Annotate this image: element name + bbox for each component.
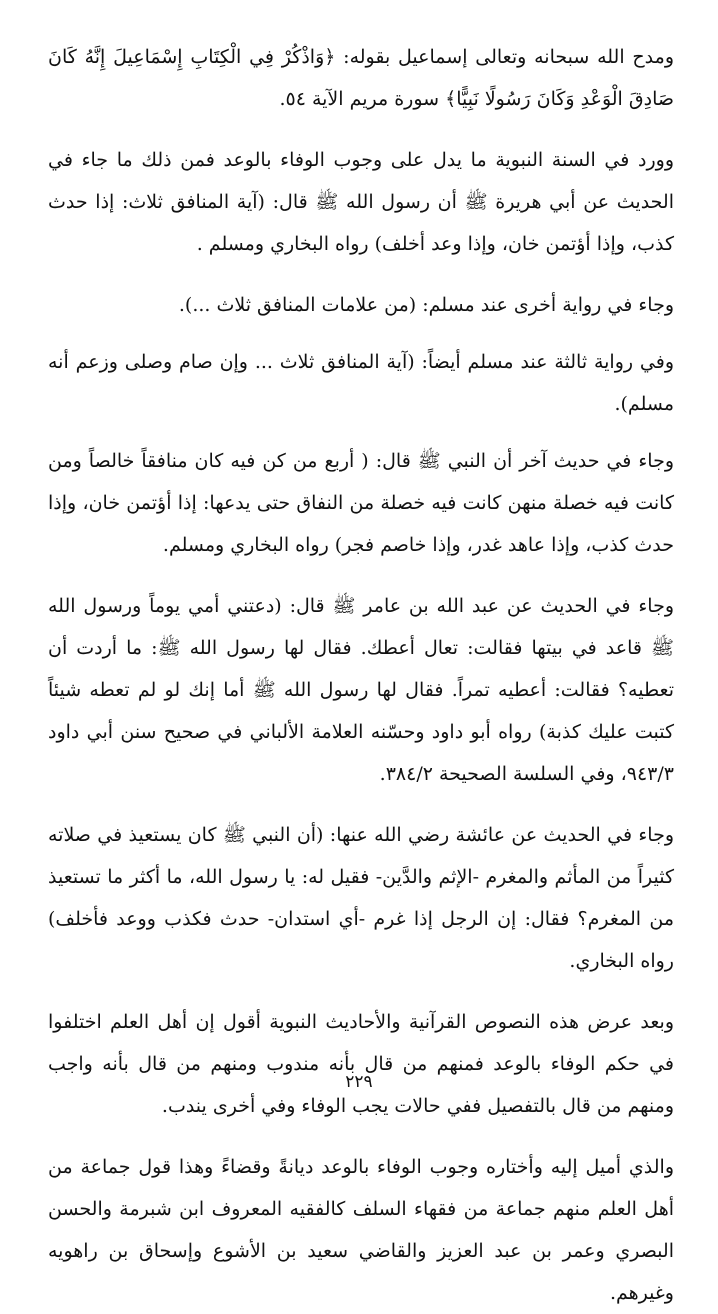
paragraph-abdullah-ibn-amir-hadith: وجاء في الحديث عن عبد الله بن عامر ﷺ قال: (دعتني أمي يوماً ورسول الله ﷺ قاعد في بيتها فقالت: تعال أعطك. فقال لها رسول الله ﷺ: ما أردت أن تعطيه؟ فقالت: أعطيه تمراً. فقال لها رسول الله ﷺ أما إنك لو لم تعطه شيئاً كتبت عليك كذبة) رواه أبو داود وحسّنه العلامة الألباني في صحيح سنن أبي داود ٩٤٣/٣، وفي السلسة الصحيحة ٣٨٤/٢. <box>48 595 674 785</box>
paragraph-scholars-opinions: وبعد عرض هذه النصوص القرآنية والأحاديث النبوية أقول إن أهل العلم اختلفوا في حكم الوفاء بالوعد فمنهم من قال بأنه مندوب ومنهم من قال بأنه واجب ومنهم من قال بالتفصيل ففي حالات يجب الوفاء وفي أخرى يندب. <box>48 1011 674 1117</box>
paragraph-aisha-hadith: وجاء في الحديث عن عائشة رضي الله عنها: (أن النبي ﷺ كان يستعيذ في صلاته كثيراً من المأثم والمغرم -الإثم والدَّين- فقيل له: يا رسول الله، ما أكثر ما تستعيذ من المغرم؟ فقال: إن الرجل إذا غرم -أي استدان- حدث فكذب ووعد فأخلف) رواه البخاري. <box>48 824 674 972</box>
paragraph-muslim-narration-2: وجاء في رواية أخرى عند مسلم: (من علامات المنافق ثلاث ...). <box>178 294 674 316</box>
paragraph-quran-verse: ومدح الله سبحانه وتعالى إسماعيل بقوله: ﴿وَاذْكُرْ فِي الْكِتَابِ إِسْمَاعِيلَ إِنَّهُ كَانَ صَادِقَ الْوَعْدِ وَكَانَ رَسُولًا نَبِيًّا﴾ سورة مريم الآية ٥٤. <box>48 46 674 110</box>
page-number: ٢٢٩ <box>345 1072 373 1092</box>
paragraph-four-traits-hadith: وجاء في حديث آخر أن النبي ﷺ قال: ( أربع من كن فيه كان منافقاً خالصاً ومن كانت فيه خصلة منهن كانت فيه خصلة من النفاق حتى يدعها: إذا أؤتمن خان، وإذا حدث كذب، وإذا عاهد غدر، وإذا خاصم فجر) رواه البخاري ومسلم. <box>48 450 674 556</box>
paragraph-hadith-munafiq: وورد في السنة النبوية ما يدل على وجوب الوفاء بالوعد فمن ذلك ما جاء في الحديث عن أبي هريرة ﷺ أن رسول الله ﷺ قال: (آية المنافق ثلاث: إذا حدث كذب، وإذا أؤتمن خان، وإذا وعد أخلف) رواه البخاري ومسلم . <box>48 149 674 255</box>
paragraph-muslim-narration-3: وفي رواية ثالثة عند مسلم أيضاً: (آية المنافق ثلاث ... وإن صام وصلى وزعم أنه مسلم). <box>48 351 674 415</box>
paragraph-author-preference: والذي أميل إليه وأختاره وجوب الوفاء بالوعد ديانةً وقضاءً وهذا قول جماعة من أهل العلم منهم جماعة من فقهاء السلف كالفقيه المعروف ابن شبرمة والحسن البصري وعمر بن عبد العزيز والقاضي سعيد بن الأشوع وإسحاق بن راهويه وغيرهم. <box>48 1156 674 1304</box>
